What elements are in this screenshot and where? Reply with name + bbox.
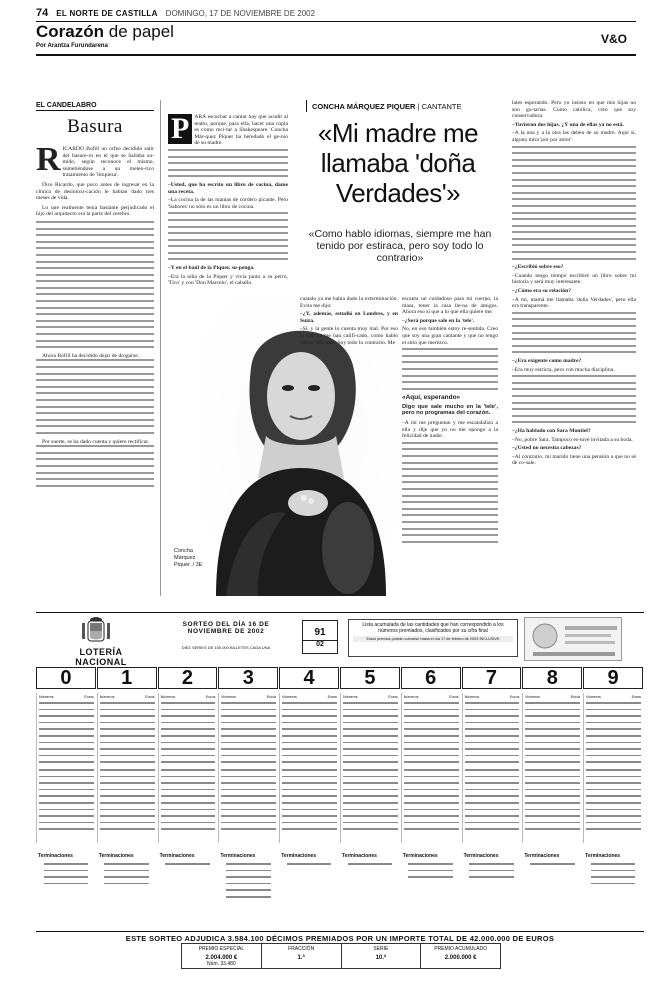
col-label-number: Números: [160, 695, 176, 699]
col-label-number: Números: [403, 695, 419, 699]
prize-number: Núm. 33.480: [207, 961, 236, 967]
left-kicker-rule: [36, 110, 154, 111]
terminations-label: Terminaciones: [159, 853, 195, 859]
left-body-lines: [36, 221, 154, 348]
ad-illustration: [525, 618, 623, 662]
prize-value-3: 2.000.000 €: [444, 955, 477, 961]
section-title-rest: de papel: [108, 22, 174, 41]
terminations-column-4: [279, 851, 339, 926]
digit-1: 1: [97, 667, 157, 689]
article-q2: –Y en el baúl de la Piquer, su-penga.: [168, 265, 255, 272]
draw-title: SORTEO DEL DÍA 16 DE NOVIEMBRE DE 2002: [182, 621, 270, 635]
right-q1: –Tuvieron dos hijas. ¿Y una de ellas ya no está.: [512, 121, 624, 128]
terminations-label: Terminaciones: [220, 853, 256, 859]
left-para-3: Lo que realmente tenía bastante perjudicado el hijo del arquitecto era la parte del cerebro.: [36, 204, 154, 218]
col-label-euros: Euros: [631, 695, 641, 699]
left-drop-cap: R: [36, 141, 61, 178]
right-intro: lates esperando. Pero yo insisto en que mis hijas no son gu-tarias. Como católica, creo que soy conservadora.: [512, 100, 636, 120]
prize-value-1: 1.ª: [297, 955, 305, 961]
right-a2: –Cuando tengo tiempo escribiré un libro sobre mi historia y será muy interesante.: [512, 272, 636, 286]
col-label-number: Números: [282, 695, 297, 699]
terminations-label: Terminaciones: [463, 853, 499, 859]
right-a5: –No, pobre Sara. Tampoco es-tuve invitada a su boda.: [512, 436, 633, 443]
left-para-4: Ahora Bofill ha decidido dejar de drogarse.: [42, 352, 140, 359]
terminations-label: Terminaciones: [524, 853, 560, 859]
col-label-euros: Euros: [388, 695, 398, 699]
article-headline: «Mi madre me llamaba 'doña Verdades'»: [317, 118, 479, 208]
col-label-euros: Euros: [570, 695, 581, 699]
article-kicker: CONCHA MÁRQUEZ PIQUER | CANTANTE: [312, 102, 462, 111]
col-label-number: Números: [586, 695, 601, 699]
digit-2: 2: [158, 667, 218, 689]
section-title-bold: Corazón: [36, 22, 104, 41]
lottery-ad-box: [524, 617, 622, 661]
prize-value-0: 2.004.000 €: [205, 955, 238, 961]
digit-4: 4: [279, 667, 339, 689]
article-q1: –Usted, que ha escrito un libro de cocina, dame una receta.: [168, 181, 288, 195]
lottery-title: LOTERÍA NACIONAL: [75, 647, 127, 667]
page-header: [36, 6, 636, 20]
article-col4-q: –¿Será porque sale en la 'tele'.: [402, 317, 475, 324]
section-rule: [36, 54, 636, 56]
article-col4-a: escanta un cuidadoso para mi cuerpo, la masa, tener la casa lle-na de amigos. Ahora eso sí que a lo que ella quiere me.: [402, 296, 498, 316]
prize-header-0: PREMIO ESPECIAL: [198, 946, 245, 952]
col-label-number: Números: [99, 695, 115, 699]
article-a1-lines: [168, 212, 288, 260]
col-label-euros: Euros: [145, 695, 155, 699]
results-column-6: [401, 693, 461, 843]
right-lines-3: [512, 375, 636, 423]
prize-cell-fraction: [262, 944, 342, 968]
right-q2: –¿Escribió sobre eso?: [512, 264, 564, 271]
terminations-label: Terminaciones: [585, 853, 621, 859]
article-intro: ARA escuchar a cantar hay que acudir al teatro, porque, para ella, hacer una copla es como reci-tar a Shakespeare. Concha Már-quez Piquer ha heredado el ge-nio de su madre.: [194, 114, 288, 147]
article-col3-b: –Sí, y la gente lo cuenta muy mal. Por eso la que ya me han califi-cado, como hablo varios idio-mas. Soy todo lo contrario. Me: [300, 326, 398, 346]
article-kicker-name: CONCHA MÁRQUEZ PIQUER: [312, 102, 416, 111]
results-grid: [36, 693, 644, 843]
article-standfirst: «Como hablo idiomas, siempre me han tenido por estiraca, pero soy todo lo contrario»: [308, 228, 492, 264]
article-a2: –Era la niña de la Piquer y vivía junto a su perro, 'Tico' y con 'Don Marcelo', el caballo.: [168, 273, 288, 287]
results-column-5: [340, 693, 400, 843]
kicker-bar: [306, 100, 307, 112]
col-label-euros: Euros: [509, 695, 520, 699]
pullquote-question: Digo que sale mucho en la 'tele', pero no programas del corazón.: [402, 403, 498, 417]
terminations-column-9: [583, 851, 643, 926]
terminations-label: Terminaciones: [341, 853, 377, 859]
column-divider: [160, 100, 161, 596]
right-a1: –A la una y a la otra las deben de su madre. Aquí sí, alguno mira 'por por amor'.: [512, 130, 636, 143]
digit-6: 6: [401, 667, 461, 689]
right-q3: –¿Cómo era su relación?: [512, 288, 572, 295]
left-kicker: EL CANDELABRO: [36, 102, 97, 109]
right-q5: –¿Ha hablado con Sara Montiel?: [512, 427, 591, 434]
prize-header-2: SERIE: [373, 946, 389, 952]
caption-credit: / 3E: [192, 562, 203, 568]
left-body-start: un orfeo decidido salir del basure-ro en el que se hallaba su-mido, según reconoce el mismo, sometiéndose a un meteo-rico tratamiento de 'limpieza'.: [62, 146, 154, 179]
article-col3-a: cuando ya me había dado la exterminación. Evita me dijo:: [300, 296, 398, 309]
prize-header-1: FRACCIÓN: [288, 946, 315, 952]
section-title: [36, 22, 174, 42]
terminations-column-8: [522, 851, 582, 926]
right-q4: –¿Era exigente como madre?: [512, 357, 582, 364]
terminations-column-6: [401, 851, 461, 926]
prize-table: [181, 943, 501, 969]
col-label-euros: Euros: [327, 695, 337, 699]
left-first-line: ICARDO Bofill: [62, 146, 100, 152]
results-column-0: [36, 693, 96, 843]
terminations-label: Terminaciones: [402, 853, 438, 859]
left-para-2: Dice Ricardo, que poco antes de ingresar en la clínica de desintoxi-cación le habían dado tres meses de vida.: [36, 181, 154, 202]
terminations-column-0: [36, 851, 96, 926]
right-lines-2: [512, 312, 636, 354]
photo-caption: [174, 548, 214, 569]
col-label-number: Números: [464, 695, 480, 699]
lottery-summary: ESTE SORTEO ADJUDICA 3.584.100 DÉCIMOS PREMIADOS POR UN IMPORTE TOTAL DE 42.000.000 DE EUROS: [36, 931, 644, 943]
terminations-column-5: [340, 851, 400, 926]
article-intro-lines: [168, 149, 288, 177]
results-column-1: [97, 693, 157, 843]
publication-name: EL NORTE DE CASTILLA: [56, 8, 158, 18]
right-a6: –Al contrario, mi marido tiene una pensión a que no sé de co-sale.: [512, 453, 636, 467]
article-col-2: [300, 296, 398, 376]
article-drop-cap: P: [168, 114, 192, 144]
prize-value-2: 10.ª: [375, 955, 387, 961]
article-col3-q: –¿Y, además, estudió en Londres, y en Suiza.: [300, 311, 398, 324]
results-column-7: [462, 693, 522, 843]
col-label-number: Números: [39, 695, 54, 699]
article-col4-lines: [402, 348, 498, 390]
pullquote-title: «Aquí, esperando»: [402, 394, 461, 402]
right-a4: –Era muy estricta, pero con mucha disciplina.: [512, 366, 615, 373]
notice-text: Lista acumulada de las cantidades que han correspondido a los números premiados, clasificados por su cifra final: [362, 622, 504, 634]
notice-small: Estos premios podrán cobrarse hasta el día 17 de febrero de 2003 INCLUSIVE: [353, 636, 513, 642]
results-column-2: [158, 693, 218, 843]
col-label-euros: Euros: [84, 695, 94, 699]
col-label-number: Números: [221, 695, 236, 699]
col-label-euros: Euros: [206, 695, 216, 699]
article-col-3: [402, 296, 498, 596]
article-a1: –La cocina la de las mantas de cordero picante. Pero 'Sabores' no sólo es un libro de cocina.: [168, 197, 288, 210]
draw-number-box: [302, 620, 338, 654]
right-q6: –¿Usted no necesita cabezas?: [512, 445, 582, 452]
right-lines-1: [512, 146, 636, 260]
draw-note: DIEZ SERIES DE 100.000 BILLETES CADA UNA: [181, 645, 271, 650]
digit-9: 9: [583, 667, 643, 689]
section-logo: V&O: [600, 32, 627, 46]
prize-header-3: PREMIO ACUMULADO: [434, 946, 488, 952]
digit-8: 8: [522, 667, 582, 689]
page-number: 74: [36, 7, 49, 19]
lottery-header: [36, 617, 644, 665]
prize-cell-series: [342, 944, 422, 968]
left-column-title: Basura: [67, 116, 123, 137]
digit-3: 3: [218, 667, 278, 689]
terminations-column-3: [218, 851, 278, 926]
left-column-body: [36, 141, 154, 586]
notice-box: [348, 619, 518, 657]
right-a3: –A mí, mamá me llamaba 'doña Verdades', pero ella era transparente.: [512, 296, 636, 310]
terminations-label: Terminaciones: [38, 853, 73, 859]
terminations-row: [36, 851, 644, 926]
terminations-column-1: [97, 851, 157, 926]
article-col4-lines-2: [402, 442, 498, 543]
col-label-number: Números: [525, 695, 540, 699]
crest-icon: [76, 617, 116, 645]
pullquote-answer: –A mí me preguntan y me escandalizo a ella y dije que yo no me opongo a la felicidad de nadie.: [402, 420, 498, 440]
prize-cell-special: [182, 944, 262, 968]
lottery-results: [36, 612, 644, 967]
col-label-euros: Euros: [266, 695, 277, 699]
issue-date: DOMINGO, 17 DE NOVIEMBRE DE 2002: [165, 8, 316, 18]
col-label-euros: Euros: [449, 695, 459, 699]
digit-0: 0: [36, 667, 96, 689]
digit-header-row: [36, 667, 644, 689]
draw-number: 91: [314, 627, 326, 638]
col-label-number: Números: [342, 695, 358, 699]
results-column-3: [218, 693, 278, 843]
article-col4-b: No, en eso también estoy re-sentida. Creo que soy una gran cantante y que no tengo el sitio que merezco.: [402, 326, 498, 346]
terminations-column-7: [462, 851, 522, 926]
digit-7: 7: [462, 667, 522, 689]
caption-name: Concha Márquez Piquer.: [174, 548, 196, 568]
results-column-9: [583, 693, 643, 843]
right-column-body: [512, 100, 636, 600]
digit-5: 5: [340, 667, 400, 689]
article-kicker-role: CANTANTE: [421, 102, 462, 111]
left-body-lines-3: [36, 445, 154, 487]
results-column-4: [279, 693, 339, 843]
article-col-1: [168, 114, 288, 304]
draw-number-sub: 02: [303, 640, 337, 648]
prize-cell-accumulated: [421, 944, 500, 968]
section-byline: Por Arantza Furundarena: [36, 43, 108, 49]
results-column-8: [522, 693, 582, 843]
terminations-column-2: [158, 851, 218, 926]
terminations-label: Terminaciones: [98, 853, 134, 859]
terminations-label: Terminaciones: [281, 853, 317, 859]
left-para-5: Por suerte, se ha dado cuenta y quiere rectificar.: [42, 438, 150, 445]
left-body-lines-2: [36, 359, 154, 434]
